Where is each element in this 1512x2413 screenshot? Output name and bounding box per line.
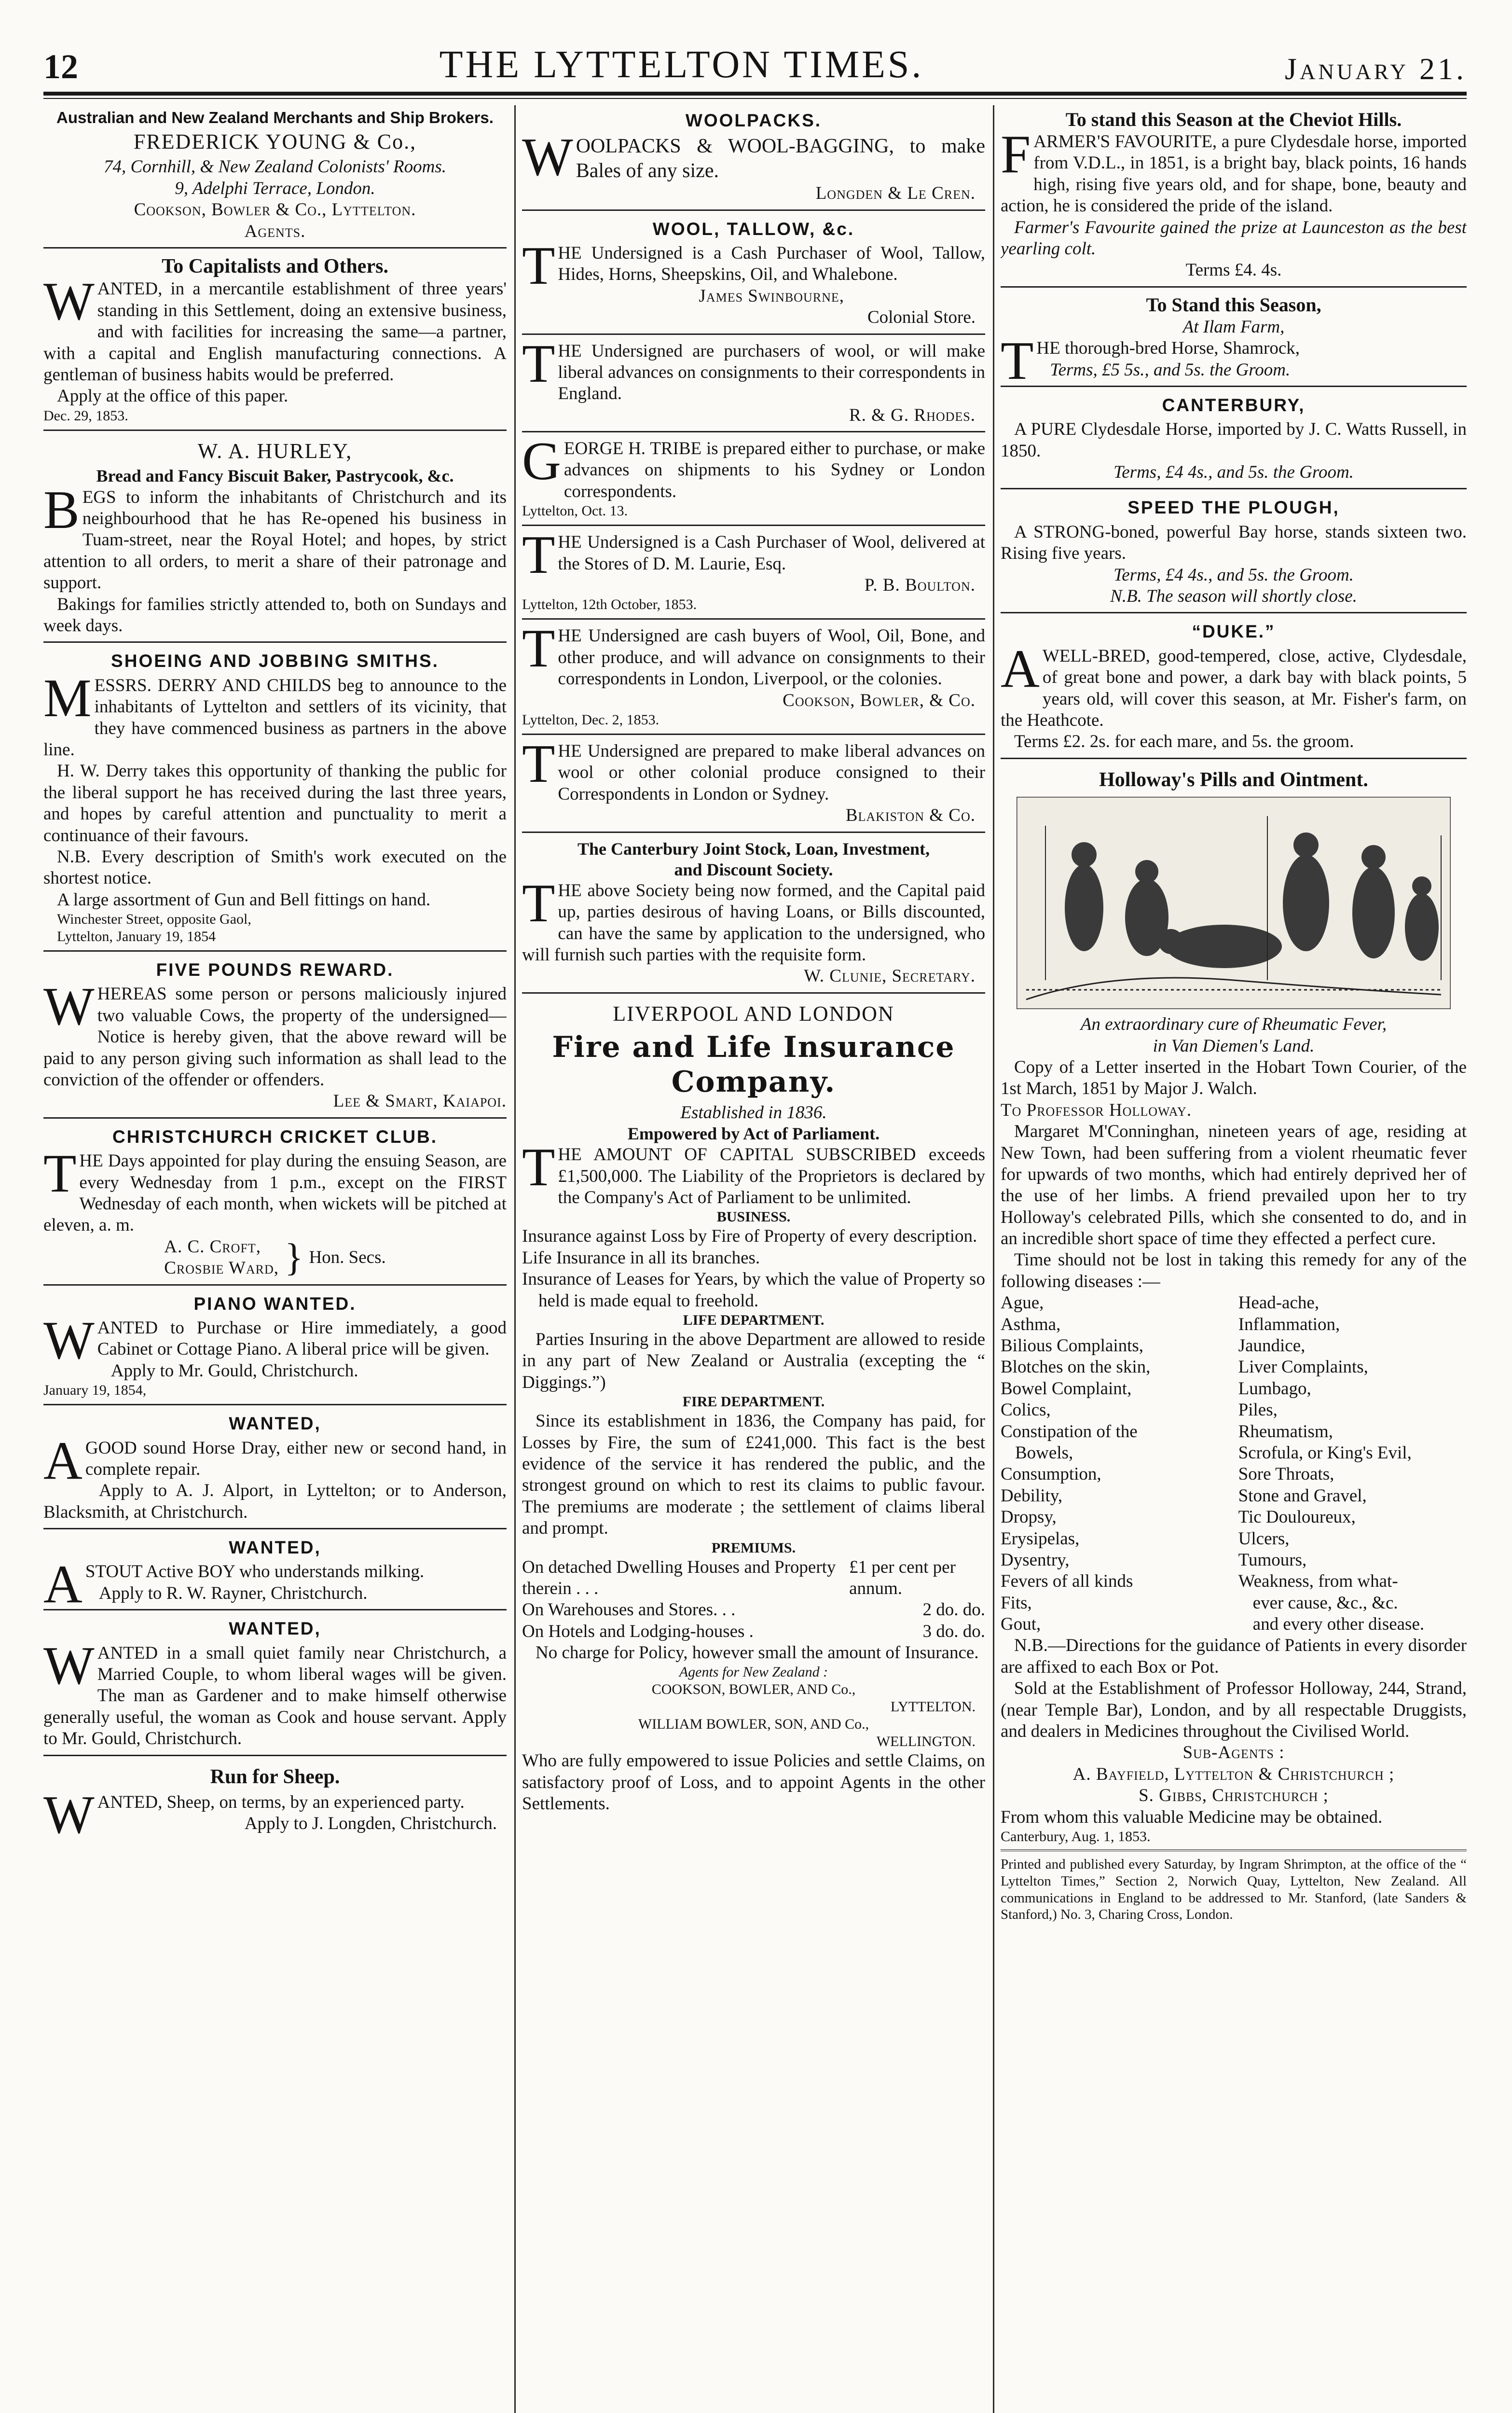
ad-paragraph: H. W. Derry takes this opportunity of thanking the public for the liberal support he has received during the last three years, and hopes by careful attention and punctuality to merit a continuance of their favours. [43, 761, 507, 846]
ad-title: FREDERICK YOUNG & Co., [133, 129, 417, 153]
disease-item: Asthma, [1001, 1314, 1061, 1334]
drop-cap: T [43, 1144, 77, 1204]
diseases-intro: Time should not be lost in taking this remedy for any of the following diseases :— [1001, 1250, 1467, 1291]
ad-body: ESSRS. DERRY AND CHILDS beg to announce to the inhabitants of Lyttelton and settlers of its vicinity, that they have commenced business as partners in the above line. [43, 675, 507, 760]
availability-text: From whom this valuable Medicine may be obtained. [1001, 1807, 1383, 1827]
newspaper-title: THE LYTTELTON TIMES. [439, 43, 924, 86]
drop-cap: T [522, 873, 555, 933]
ad-date: January 19, 1854, [43, 1382, 147, 1399]
ad-address: Winchester Street, opposite Gaol, [57, 911, 251, 928]
agent-place: WELLINGTON. [876, 1733, 976, 1750]
printer-imprint: Printed and published every Saturday, by Ingram Shrimpton, at the office of the “ Lyttelton Times,” Section 2, Norwich Quay, Lyttelton, New Zealand. All communications in England to be addressed to Mr. Stanford, (late Sanders & Stanford,) No. 3, Charing Cross, London. [1001, 1849, 1467, 1923]
section-heading: PREMIUMS. [711, 1539, 796, 1556]
ad-subtitle: Bread and Fancy Biscuit Baker, Pastrycook, &c. [96, 466, 454, 486]
ad-heading: WOOL, TALLOW, &c. [652, 219, 855, 239]
ad-body: OOLPACKS & WOOL-BAGGING, to make Bales of any size. [576, 135, 985, 182]
ad-woolpacks [522, 105, 985, 211]
drop-cap: A [1001, 638, 1040, 699]
drop-cap: W [43, 1636, 95, 1696]
drop-cap: W [43, 272, 95, 332]
issue-date: January 21. [1285, 52, 1467, 86]
disease-item: Scrofula, or King's Evil, [1238, 1442, 1412, 1463]
ad-heading: and Discount Society. [674, 860, 833, 879]
premium-row [522, 1557, 985, 1600]
ad-boy [43, 1532, 507, 1615]
ad-note: Farmer's Favourite gained the prize at Launceston as the best yearling colt. [1001, 217, 1467, 259]
business-item: Insurance against Loss by Fire of Property of every description. [522, 1226, 977, 1247]
premium-rate: £1 per cent per annum. [849, 1557, 956, 1598]
ad-signature: Lee & Smart, Kaiapoi. [333, 1091, 507, 1111]
ad-title: LIVERPOOL AND LONDON [613, 1001, 894, 1026]
drop-cap: W [43, 1785, 95, 1845]
disease-item: Blotches on the skin, [1001, 1357, 1151, 1377]
ad-joint-stock [522, 836, 985, 994]
premium-item: On Hotels and Lodging-houses . [522, 1621, 754, 1641]
column-1 [43, 105, 507, 2413]
section-heading: BUSINESS. [716, 1209, 791, 1225]
subagents-heading: Sub-Agents : [1182, 1743, 1285, 1763]
ad-hurley [43, 434, 507, 643]
ad-body: HE Undersigned is a Cash Purchaser of Wool, Tallow, Hides, Horns, Sheepskins, Oil, and Whalebone. [558, 243, 985, 285]
ad-title: W. A. HURLEY, [197, 439, 353, 463]
secretaries-label: Hon. Secs. [309, 1247, 386, 1267]
drop-cap: T [522, 333, 555, 394]
disease-item: Dropsy, [1001, 1507, 1057, 1527]
ad-capitalists [43, 251, 507, 431]
drop-cap: W [43, 977, 95, 1037]
ad-signature: James Swinbourne, [699, 286, 844, 306]
ad-heading: WOOLPACKS. [685, 111, 822, 130]
ad-terms: Terms, £5 5s., and 5s. the Groom. [1050, 360, 1291, 380]
ad-apply: Apply to R. W. Rayner, Christchurch. [98, 1583, 368, 1603]
ad-body: HE thorough-bred Horse, Shamrock, [1036, 338, 1300, 359]
drop-cap: F [1001, 125, 1031, 184]
disease-item: Ulcers, [1238, 1528, 1290, 1549]
life-text: Parties Insuring in the above Department are allowed to reside in any part of New Zealand or Australia (excepting the “ Diggings.”) [522, 1329, 985, 1392]
letter-addressee: To Professor Holloway. [1001, 1100, 1192, 1120]
ad-terms: Terms £4. 4s. [1185, 260, 1282, 280]
ad-body: HE Days appointed for play during the ensuing Season, are every Wednesday from 1 p.m., except on the FIRST Wednesday of each month, when wickets will be pitched at eleven, a. m. [43, 1151, 507, 1235]
ad-signature: P. B. Boulton. [864, 575, 976, 596]
disease-item: Consumption, [1001, 1464, 1101, 1484]
ad-shamrock [1001, 291, 1467, 391]
ad-holloway [1001, 762, 1467, 1942]
disease-item: Bowels, [1015, 1442, 1073, 1463]
drop-cap: B [43, 480, 80, 540]
ad-terms: Terms, £4 4s., and 5s. the Groom. [1113, 462, 1354, 483]
disease-item: Bowel Complaint, [1001, 1378, 1132, 1399]
ad-date: Dec. 29, 1853. [43, 407, 128, 424]
premium-rate: 3 do. do. [922, 1621, 985, 1641]
business-item: Life Insurance in all its branches. [522, 1248, 760, 1268]
ad-rhodes [522, 333, 985, 433]
premium-rate: 2 do. do. [922, 1600, 985, 1620]
directions-note: N.B.—Directions for the guidance of Patients in every disorder are affixed to each Box or Pot. [1001, 1636, 1467, 1677]
disease-item: Fits, [1001, 1593, 1032, 1613]
ad-apply: Apply to J. Longden, Christchurch. [244, 1814, 497, 1834]
disease-item: Weakness, from what- [1238, 1571, 1398, 1592]
disease-item: Colics, [1001, 1400, 1051, 1420]
ad-signature: W. Clunie, Secretary. [804, 966, 976, 986]
diseases-left [1001, 1292, 1229, 1635]
drop-cap: M [43, 668, 92, 728]
ad-cheviot [1001, 105, 1467, 288]
ad-sheep [43, 1759, 507, 1845]
drop-cap: T [522, 1137, 555, 1198]
ad-frederick-young [43, 105, 507, 249]
disease-item: Debility, [1001, 1485, 1063, 1506]
ad-kicker: Australian and New Zealand Merchants and Ship Brokers. [56, 109, 494, 126]
ad-heading: To Stand this Season, [1146, 293, 1321, 316]
ad-tribe [522, 431, 985, 526]
ad-body: ANTED to Purchase or Hire immediately, a good Cabinet or Cottage Piano. A liberal price will be given. [97, 1317, 507, 1359]
ad-signature: Cookson, Bowler, & Co. [783, 690, 976, 710]
ad-dray [43, 1408, 507, 1529]
premium-row [522, 1621, 985, 1642]
ad-apply: Apply at the office of this paper. [57, 386, 289, 406]
ad-heading: WANTED, [229, 1414, 321, 1434]
ad-terms: Terms £2. 2s. for each mare, and 5s. the groom. [1014, 732, 1354, 752]
disease-item: Erysipelas, [1001, 1528, 1080, 1549]
ad-body: ANTED, in a mercantile establishment of three years' standing in this Settlement, doing an extensive business, and with facilities for increasing the same—a partner, with a capital and English manufacturing connections. A gentleman of business habits would be preferred. [43, 279, 507, 385]
ad-heading: Run for Sheep. [210, 1765, 340, 1788]
ad-wool-tallow [522, 214, 985, 335]
section-heading: FIRE DEPARTMENT. [682, 1394, 825, 1410]
drop-cap: T [522, 525, 555, 585]
agent-place: LYTTELTON. [890, 1699, 976, 1715]
ad-title-blackletter: Fire and Life Insurance Company. [552, 1030, 955, 1099]
ad-body: HEREAS some person or persons maliciously injured two valuable Cows, the property of the undersigned—Notice is hereby given, that the above reward will be paid to any person giving such information as shall lead to the conviction of the offender or offenders. [43, 984, 507, 1090]
premium-item: On detached Dwelling Houses and Property therein . . . [522, 1557, 836, 1598]
ad-heading: CHRISTCHURCH CRICKET CLUB. [112, 1126, 438, 1147]
subagent: A. Bayfield, Lyttelton & Christchurch ; [1072, 1764, 1395, 1784]
drop-cap: A [43, 1430, 82, 1491]
ad-heading: WANTED, [229, 1619, 321, 1639]
ad-body: EGS to inform the inhabitants of Christchurch and its neighbourhood that he has Re-opened his business in Tuam-street, near the Royal Hotel; and hopes, by strict attention to all orders, to merit a share of their patronage and support. [43, 487, 507, 593]
ad-piano [43, 1289, 507, 1406]
ad-date: Lyttelton, Dec. 2, 1853. [522, 711, 660, 728]
ad-heading: “DUKE.” [1192, 622, 1276, 642]
ad-paragraph: N.B. Every description of Smith's work executed on the shortest notice. [43, 846, 507, 888]
ad-heading: The Canterbury Joint Stock, Loan, Investment, [577, 839, 930, 859]
premium-row [522, 1599, 985, 1621]
disease-item: ever cause, &c., &c. [1252, 1593, 1398, 1613]
ad-cookson [522, 619, 985, 735]
ad-apply: Apply to Mr. Gould, Christchurch. [110, 1360, 358, 1381]
column-divider [514, 105, 516, 2413]
ad-smiths [43, 646, 507, 952]
secretary-name: A. C. Croft, [164, 1236, 261, 1257]
ad-reward [43, 955, 507, 1119]
ad-date: Lyttelton, January 19, 1854 [57, 929, 216, 945]
ad-body: HE Undersigned are purchasers of wool, or will make liberal advances on consignments to their correspondents in England. [558, 341, 985, 404]
ad-signature: Longden & Le Cren. [815, 183, 976, 204]
illustration-caption: An extraordinary cure of Rheumatic Fever, [1080, 1014, 1387, 1035]
ad-boulton [522, 525, 985, 620]
agents-heading: Agents for New Zealand : [679, 1664, 828, 1680]
ad-insurance [522, 997, 985, 1820]
column-2 [522, 105, 985, 2413]
ad-body: HE Undersigned are prepared to make liberal advances on wool or other colonial produce consigned to their Correspondents in London or Sydney. [558, 741, 985, 804]
disease-item: Piles, [1238, 1400, 1278, 1420]
ad-couple [43, 1613, 507, 1756]
ad-address: 74, Cornhill, & New Zealand Colonists' Rooms. [104, 157, 446, 177]
ad-body: A STRONG-boned, powerful Bay horse, stands sixteen two. Rising five years. [1001, 522, 1467, 564]
letter-intro: Copy of a Letter inserted in the Hobart Town Courier, of the 1st March, 1851 by Major J. Walch. [1001, 1057, 1467, 1099]
ad-heading: To Capitalists and Others. [162, 255, 388, 277]
subagent: S. Gibbs, Christchurch ; [1139, 1786, 1329, 1806]
ad-date: Canterbury, Aug. 1, 1853. [1001, 1829, 1151, 1844]
disease-item: Fevers of all kinds [1001, 1571, 1133, 1592]
disease-item: Liver Complaints, [1238, 1357, 1368, 1377]
ad-duke [1001, 616, 1467, 759]
empowered-line: Empowered by Act of Parliament. [627, 1124, 880, 1144]
ad-cricket [43, 1122, 507, 1286]
disease-item: Tumours, [1238, 1550, 1307, 1570]
ad-canterbury-horse [1001, 390, 1467, 490]
disease-item: Dysentry, [1001, 1550, 1070, 1570]
ad-heading: WANTED, [229, 1538, 321, 1558]
fire-text: Since its establishment in 1836, the Company has paid, for Losses by Fire, the sum of £241,000. This fact is the best evidence of the service it has rendered the public, and the strongest ground on which to rest its claims to public favour. The premiums are moderate ; the settlement of claims liberal and prompt. [522, 1411, 985, 1539]
ad-heading: PIANO WANTED. [193, 1293, 357, 1314]
drop-cap: T [522, 619, 555, 679]
masthead-rule-thin [43, 98, 1467, 99]
disease-item: Sore Throats, [1238, 1464, 1334, 1484]
column-3 [1001, 105, 1467, 2413]
ad-body: ANTED, Sheep, on terms, by an experienced party. [97, 1792, 465, 1812]
drop-cap: T [522, 236, 555, 296]
ad-body: HE Undersigned are cash buyers of Wool, Oil, Bone, and other produce, and will advance on consignments to their correspondents in London, Liverpool, or the colonies. [558, 626, 985, 689]
ad-body: EORGE H. TRIBE is prepared either to purchase, or make advances on shipments to his Sydney or London correspondents. [564, 439, 985, 501]
section-heading: LIFE DEPARTMENT. [683, 1312, 825, 1328]
illustration-caption: in Van Diemen's Land. [1153, 1036, 1315, 1056]
disease-item: Bilious Complaints, [1001, 1336, 1144, 1356]
ad-body: WELL-BRED, good-tempered, close, active, Clydesdale, of great bone and power, a dark bay with black points, 5 years old, will cover this season, at Mr. Fisher's farm, on the Heathcote. [1001, 646, 1467, 730]
secretaries [43, 1236, 507, 1279]
ad-body: HE Undersigned is a Cash Purchaser of Wool, delivered at the Stores of D. M. Laurie, Esq. [558, 532, 985, 574]
ad-body: STOUT Active BOY who understands milking. [85, 1562, 425, 1582]
ad-date: Lyttelton, Oct. 13. [522, 503, 628, 519]
drop-cap: G [522, 431, 561, 492]
disease-item: Constipation of the [1001, 1421, 1138, 1442]
ad-note: N.B. The season will shortly close. [1110, 586, 1357, 607]
diseases-right [1238, 1292, 1467, 1635]
no-charge-text: No charge for Policy, however small the amount of Insurance. [536, 1643, 979, 1663]
disease-item: Stone and Gravel, [1238, 1485, 1367, 1506]
column-divider [993, 105, 994, 2413]
ad-heading: SHOEING AND JOBBING SMITHS. [111, 651, 439, 671]
brace-glyph: } [285, 1236, 303, 1279]
ad-signature-place: Colonial Store. [867, 307, 976, 328]
premium-item: On Warehouses and Stores. . . [522, 1600, 736, 1620]
drop-cap: T [1001, 331, 1034, 391]
ad-apply: Apply to A. J. Alport, in Lyttelton; or to Anderson, Blacksmith, at Christchurch. [43, 1481, 507, 1522]
drop-cap: A [43, 1554, 82, 1615]
ad-heading: FIVE POUNDS REWARD. [156, 960, 394, 980]
ad-blakiston [522, 734, 985, 833]
disease-item: Inflammation, [1238, 1314, 1340, 1334]
ad-body: A PURE Clydesdale Horse, imported by J. C. Watts Russell, in 1850. [1001, 419, 1467, 461]
masthead-rule [43, 92, 1467, 96]
ad-body: ANTED in a small quiet family near Christchurch, a Married Couple, to whom liberal wages will be given. The man as Gardener and to make himself otherwise generally useful, the woman as Cook and house servant. Apply to Mr. Gould, Christchurch. [43, 1643, 507, 1749]
drop-cap: W [522, 127, 573, 188]
page-number: 12 [43, 47, 78, 86]
drop-cap: T [522, 734, 555, 794]
disease-item: Gout, [1001, 1614, 1041, 1635]
capital-text: HE AMOUNT OF CAPITAL SUBSCRIBED exceeds £1,500,000. The Liability of the Proprietors is declared by the Company's Act of Parliament to be unlimited. [558, 1145, 985, 1208]
ad-signature: R. & G. Rhodes. [849, 405, 976, 425]
ad-terms: Terms, £4 4s., and 5s. the Groom. [1113, 565, 1354, 585]
drop-cap: W [43, 1310, 95, 1371]
disease-item: Jaundice, [1238, 1336, 1306, 1356]
ad-place: At Ilam Farm, [1182, 317, 1285, 337]
closing-text: Who are fully empowered to issue Policies and settle Claims, on satisfactory proof of Loss, and to appoint Agents in the other Settlements. [522, 1751, 985, 1814]
ad-heading: SPEED THE PLOUGH, [1127, 498, 1340, 518]
ad-heading: CANTERBURY, [1162, 395, 1306, 415]
engraving-illustration [1017, 797, 1451, 1009]
business-item: Insurance of Leases for Years, by which the value of Property so held is made equal to freehold. [522, 1269, 985, 1311]
secretary-name: Crosbie Ward, [164, 1258, 279, 1278]
ad-heading: To stand this Season at the Cheviot Hills. [1065, 109, 1402, 130]
ad-agents-label: Agents. [244, 221, 306, 241]
disease-item: Tic Douloureux, [1238, 1507, 1356, 1527]
diseases-list [1001, 1292, 1467, 1635]
ad-heading: Holloway's Pills and Ointment. [1099, 768, 1368, 791]
ad-body: HE above Society being now formed, and the Capital paid up, parties desirous of having Loans, or Bills discounted, can have the same by application to the undersigned, who will furnish such parties with the requisite form. [522, 880, 985, 965]
ad-address: 9, Adelphi Terrace, London. [175, 178, 375, 198]
agent-name: WILLIAM BOWLER, SON, AND Co., [638, 1716, 869, 1733]
ad-body: ARMER'S FAVOURITE, a pure Clydesdale horse, imported from V.D.L., in 1851, is a bright bay, black points, 16 hands high, rising five years old, and for shape, bone, beauty and action, he is considered the pride of the island. [1001, 132, 1467, 216]
ad-plough [1001, 492, 1467, 613]
disease-item: Rheumatism, [1238, 1421, 1333, 1442]
established-line: Established in 1836. [680, 1102, 827, 1123]
disease-item: Head-ache, [1238, 1293, 1320, 1313]
ad-agents: Cookson, Bowler & Co., Lyttelton. [134, 200, 416, 220]
agent-name: COOKSON, BOWLER, AND Co., [651, 1681, 856, 1698]
sold-text: Sold at the Establishment of Professor Holloway, 244, Strand, (near Temple Bar), London, and by all respectable Druggists, and dealers in Medicines throughout the Civilised World. [1001, 1678, 1467, 1742]
ad-note: Bakings for families strictly attended to, both on Sundays and week days. [43, 594, 507, 636]
letter-body: Margaret M'Conninghan, nineteen years of age, residing at New Town, had been suffering from a violent rheumatic fever for upwards of two months, which had entirely deprived her of the use of her limbs. A friend prevailed upon her to try Holloway's celebrated Pills, which she consented to do, and in an incredible short space of time they effected a perfect cure. [1001, 1122, 1467, 1249]
ad-body: GOOD sound Horse Dray, either new or second hand, in complete repair. [85, 1438, 507, 1479]
disease-item: Lumbago, [1238, 1378, 1311, 1399]
masthead [43, 34, 1467, 87]
ad-signature: Blakiston & Co. [845, 805, 976, 826]
disease-item: and every other disease. [1252, 1614, 1425, 1635]
ad-date: Lyttelton, 12th October, 1853. [522, 596, 697, 613]
ad-paragraph: A large assortment of Gun and Bell fittings on hand. [57, 889, 431, 910]
disease-item: Ague, [1001, 1293, 1044, 1313]
